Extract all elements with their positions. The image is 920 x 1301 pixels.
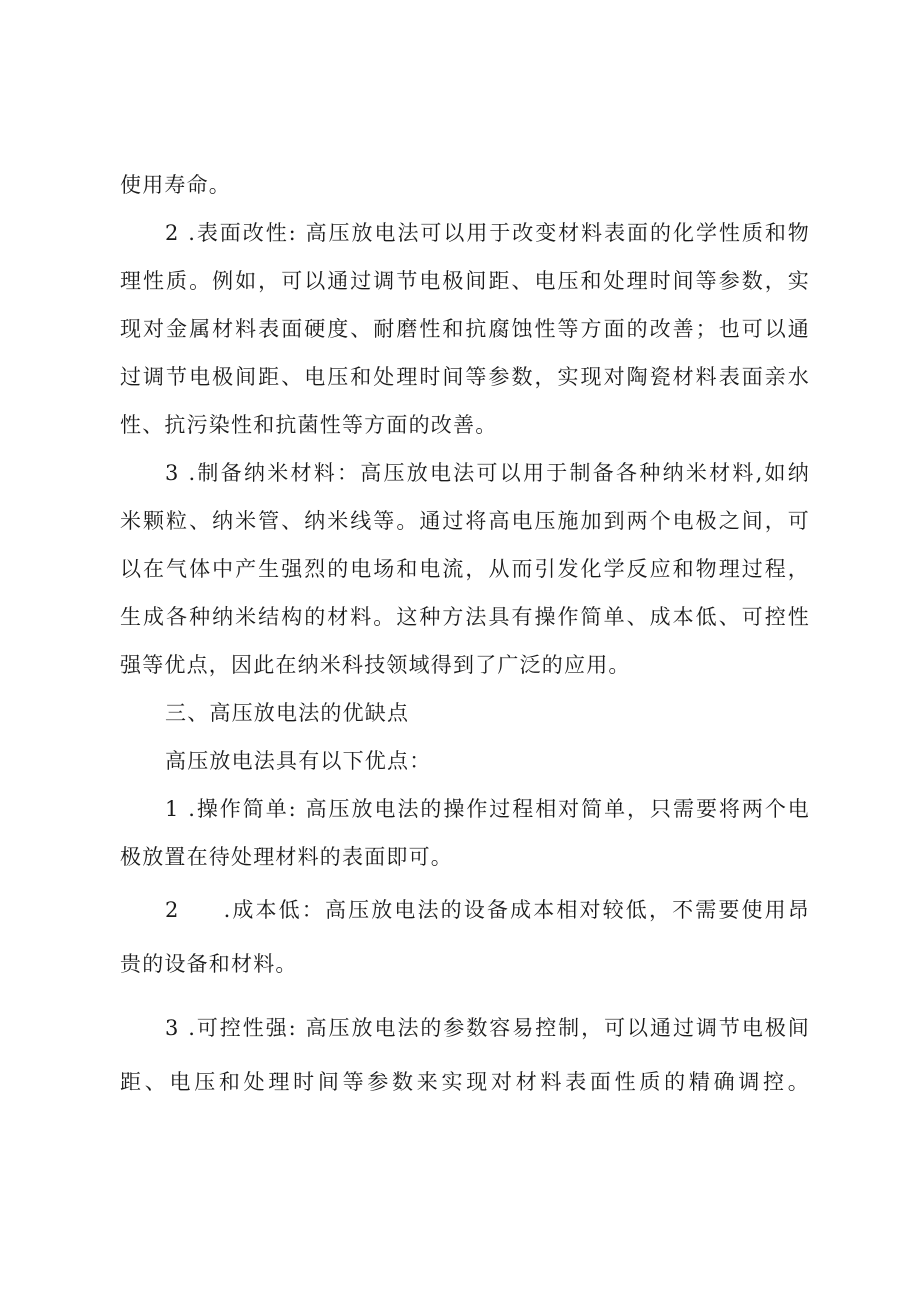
text-line-15: 极放置在待处理材料的表面即可。 [120, 845, 453, 869]
text-line-11: 强等优点，因此在纳米科技领域得到了广泛的应用。 [120, 653, 631, 677]
text-line-18: 3 .可控性强: 高压放电法的参数容易控制，可以通过调节电极间 [165, 1016, 810, 1040]
text-line-14: 1 .操作简单: 高压放电法的操作过程相对简单，只需要将两个电 [165, 797, 810, 821]
text-line-5: 过调节电极间距、电压和处理时间等参数，实现对陶瓷材料表面亲水 [120, 365, 810, 389]
text-line-8: 米颗粒、纳米管、纳米线等。通过将高电压施加到两个电极之间，可 [120, 509, 810, 533]
text-line-19: 距、电压和处理时间等参数来实现对材料表面性质的精确调控。 [120, 1070, 810, 1094]
text-line-2: 2 .表面改性: 高压放电法可以用于改变材料表面的化学性质和物 [165, 221, 810, 245]
text-line-10: 生成各种纳米结构的材料。这种方法具有操作简单、成本低、可控性 [120, 605, 810, 629]
text-line-16 [165, 896, 810, 924]
text-line-6: 性、抗污染性和抗菌性等方面的改善。 [120, 413, 498, 437]
section-heading: 三、高压放电法的优缺点 [165, 701, 410, 725]
text-line-9: 以在气体中产生强烈的电场和电流，从而引发化学反应和物理过程， [120, 557, 810, 581]
text-line-4: 现对金属材料表面硬度、耐磨性和抗腐蚀性等方面的改善；也可以通 [120, 317, 810, 341]
item-number: 2 [165, 898, 180, 922]
text-line-13: 高压放电法具有以下优点： [165, 749, 432, 773]
item-text: .成本低：高压放电法的设备成本相对较低，不需要使用昂 [223, 898, 810, 922]
text-line-17: 贵的设备和材料。 [120, 952, 298, 976]
text-line-7: 3 .制备纳米材料：高压放电法可以用于制备各种纳米材料,如纳 [165, 461, 810, 485]
text-line-3: 理性质。例如，可以通过调节电极间距、电压和处理时间等参数，实 [120, 269, 810, 293]
text-line-1: 使用寿命。 [120, 173, 231, 197]
